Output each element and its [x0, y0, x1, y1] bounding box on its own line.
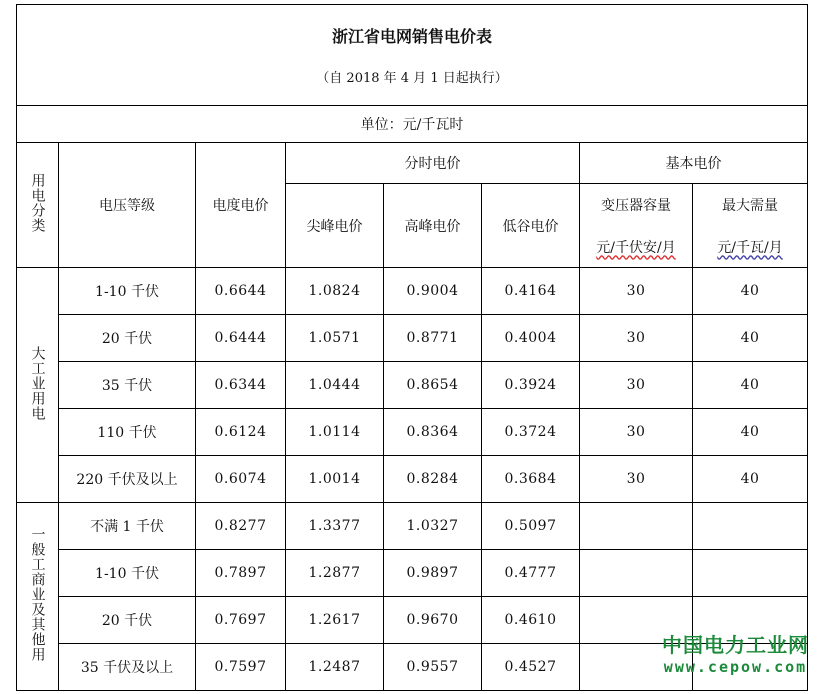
- demand-cell: [693, 503, 808, 550]
- peak-cell: 1.3377: [286, 503, 384, 550]
- valley-cell: 0.3724: [482, 409, 580, 456]
- header-transformer: 变压器容量 元/千伏安/月: [580, 184, 693, 268]
- table-row: [17, 409, 808, 456]
- valley-cell: 0.4777: [482, 550, 580, 597]
- high-cell: 0.9004: [384, 268, 482, 315]
- transformer-cell: 30: [580, 315, 693, 362]
- valley-cell: 0.4164: [482, 268, 580, 315]
- peak-cell: 1.2617: [286, 597, 384, 644]
- kwh-price-cell: 0.8277: [196, 503, 286, 550]
- peak-cell: 1.0014: [286, 456, 384, 503]
- table-row: [17, 315, 808, 362]
- transformer-cell: 30: [580, 409, 693, 456]
- kwh-price-cell: 0.6074: [196, 456, 286, 503]
- demand-cell: [693, 550, 808, 597]
- kwh-price-cell: 0.7597: [196, 644, 286, 691]
- header-valley: 低谷电价: [482, 184, 580, 268]
- demand-cell: 40: [693, 315, 808, 362]
- kwh-price-cell: 0.6344: [196, 362, 286, 409]
- header-peak: 尖峰电价: [286, 184, 384, 268]
- high-cell: 0.9670: [384, 597, 482, 644]
- effective-date: （自 2018 年 4 月 1 日起执行）: [17, 59, 808, 106]
- table-title: 浙江省电网销售电价表: [17, 5, 808, 60]
- header-voltage: 电压等级: [59, 143, 196, 268]
- header-kwh-price: 电度电价: [196, 143, 286, 268]
- demand-cell: 40: [693, 409, 808, 456]
- header-high: 高峰电价: [384, 184, 482, 268]
- transformer-cell: 30: [580, 362, 693, 409]
- voltage-cell: 110 千伏: [59, 409, 196, 456]
- demand-cell: 40: [693, 362, 808, 409]
- high-cell: 1.0327: [384, 503, 482, 550]
- valley-cell: 0.3684: [482, 456, 580, 503]
- peak-cell: 1.0571: [286, 315, 384, 362]
- voltage-cell: 20 千伏: [59, 315, 196, 362]
- voltage-cell: 不满 1 千伏: [59, 503, 196, 550]
- kwh-price-cell: 0.6444: [196, 315, 286, 362]
- high-cell: 0.8771: [384, 315, 482, 362]
- transformer-cell: 30: [580, 456, 693, 503]
- voltage-cell: 1-10 千伏: [59, 268, 196, 315]
- demand-cell: 40: [693, 268, 808, 315]
- voltage-cell: 1-10 千伏: [59, 550, 196, 597]
- peak-cell: 1.2877: [286, 550, 384, 597]
- peak-cell: 1.0444: [286, 362, 384, 409]
- voltage-cell: 35 千伏: [59, 362, 196, 409]
- group-label: 大工业用电: [17, 268, 59, 503]
- watermark-url: www.cepow.com: [663, 658, 808, 676]
- price-table: [16, 4, 808, 691]
- high-cell: 0.9557: [384, 644, 482, 691]
- high-cell: 0.9897: [384, 550, 482, 597]
- valley-cell: 0.4527: [482, 644, 580, 691]
- table-row: [17, 362, 808, 409]
- header-tou: 分时电价: [286, 143, 580, 184]
- kwh-price-cell: 0.6644: [196, 268, 286, 315]
- header-basic: 基本电价: [580, 143, 808, 184]
- voltage-cell: 220 千伏及以上: [59, 456, 196, 503]
- kwh-price-cell: 0.7897: [196, 550, 286, 597]
- peak-cell: 1.0824: [286, 268, 384, 315]
- valley-cell: 0.5097: [482, 503, 580, 550]
- watermark-name: 中国电力工业网: [662, 633, 809, 657]
- transformer-cell: [580, 550, 693, 597]
- table-row: [17, 503, 808, 550]
- table-row: [17, 268, 808, 315]
- site-watermark: [662, 629, 809, 676]
- peak-cell: 1.0114: [286, 409, 384, 456]
- table-row: [17, 456, 808, 503]
- voltage-cell: 20 千伏: [59, 597, 196, 644]
- header-category: 用电分类: [17, 143, 59, 268]
- high-cell: 0.8284: [384, 456, 482, 503]
- kwh-price-cell: 0.7697: [196, 597, 286, 644]
- group-label: 一般工商业及其他用: [17, 503, 59, 691]
- unit-label: 单位：元/千瓦时: [17, 106, 808, 143]
- valley-cell: 0.4610: [482, 597, 580, 644]
- transformer-cell: [580, 503, 693, 550]
- high-cell: 0.8654: [384, 362, 482, 409]
- peak-cell: 1.2487: [286, 644, 384, 691]
- header-demand: 最大需量 元/千瓦/月: [693, 184, 808, 268]
- valley-cell: 0.3924: [482, 362, 580, 409]
- high-cell: 0.8364: [384, 409, 482, 456]
- table-row: [17, 550, 808, 597]
- demand-cell: 40: [693, 456, 808, 503]
- voltage-cell: 35 千伏及以上: [59, 644, 196, 691]
- transformer-cell: 30: [580, 268, 693, 315]
- valley-cell: 0.4004: [482, 315, 580, 362]
- price-table-sheet: [16, 4, 807, 688]
- kwh-price-cell: 0.6124: [196, 409, 286, 456]
